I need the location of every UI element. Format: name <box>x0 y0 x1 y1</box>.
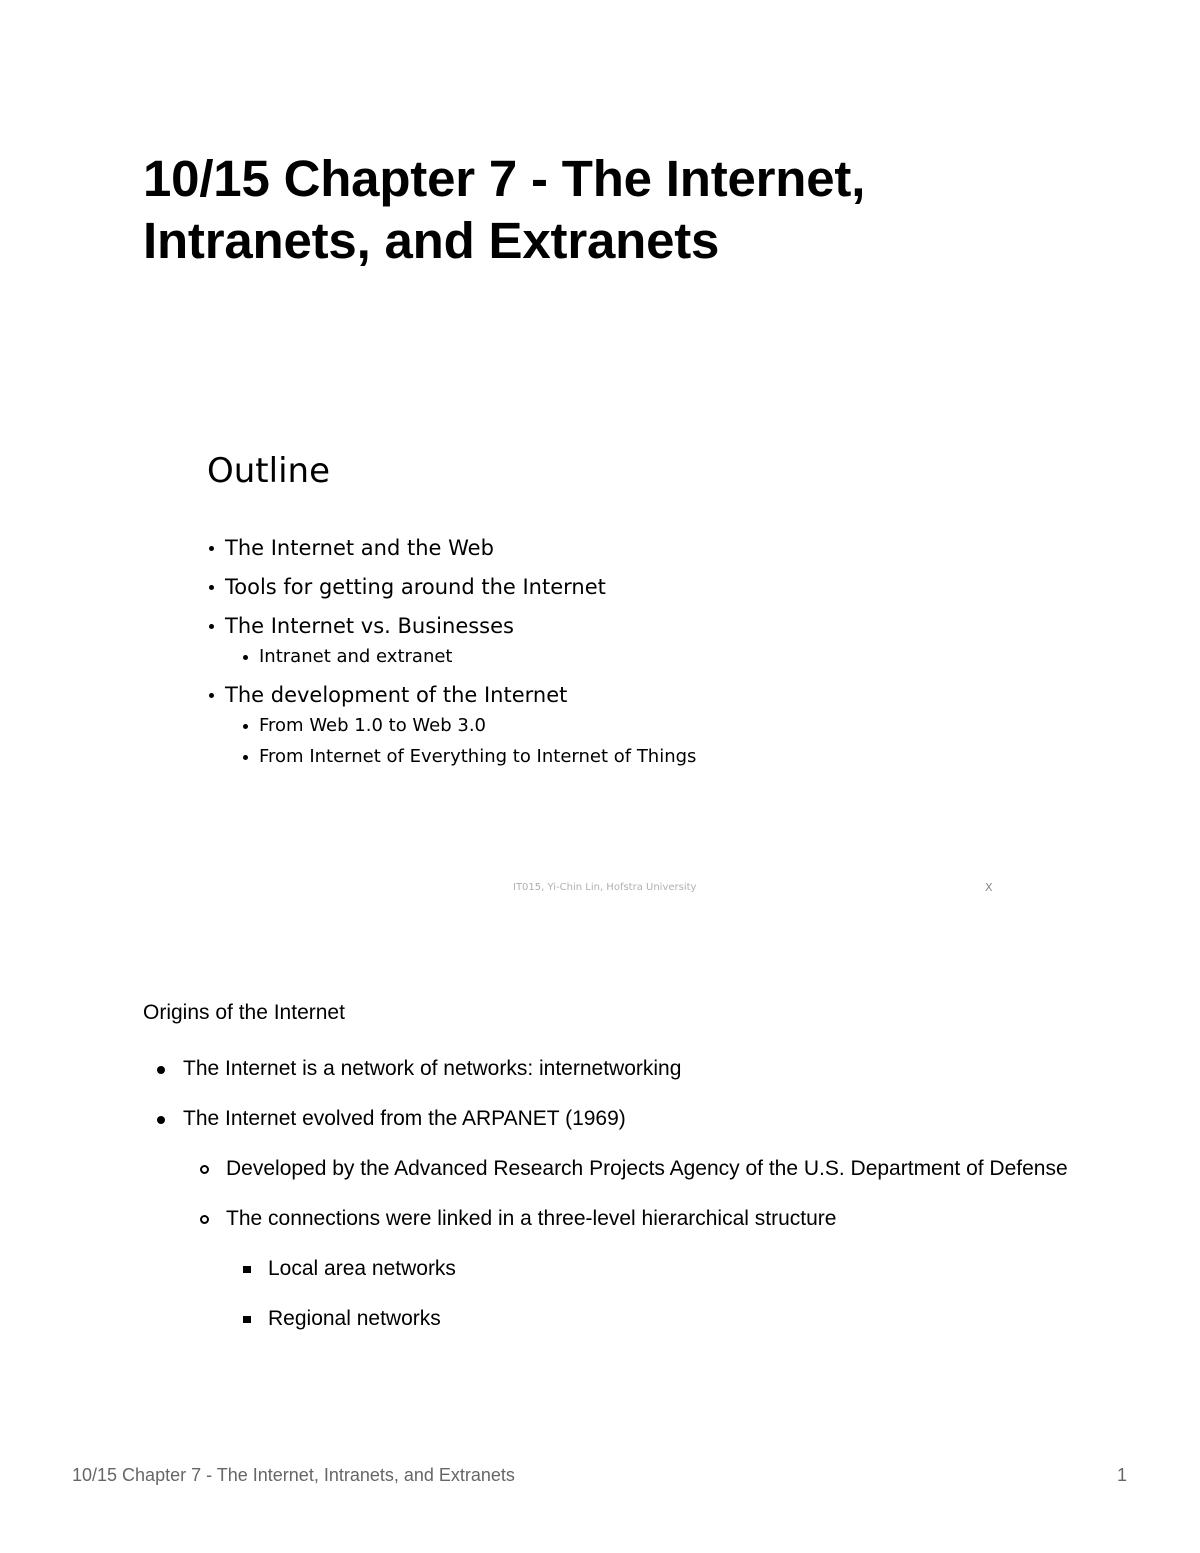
slide-sub-bullet <box>241 645 696 669</box>
notes-bullet <box>143 1102 1073 1336</box>
notes-bullet-text: The Internet evolved from the ARPANET (1969) <box>183 1107 626 1130</box>
notes-sub-bullet <box>183 1152 1073 1186</box>
notes-bullet <box>143 1052 1073 1086</box>
slide-sub-bullet-text: From Web 1.0 to Web 3.0 <box>259 715 487 736</box>
slide-bullet-text: The development of the Internet <box>225 683 568 707</box>
slide-bullet <box>207 682 696 769</box>
slide-image <box>143 420 1061 920</box>
slide-sub-bullet-text: From Internet of Everything to Internet of Things <box>259 746 697 767</box>
slide-bullet-text: The Internet vs. Businesses <box>225 614 514 638</box>
page-title: 10/15 Chapter 7 - The Internet, Intranets, and Extranets <box>143 150 866 269</box>
notes-sub-sub-bullet-text: Regional networks <box>268 1307 441 1330</box>
slide-sub-bullet-text: Intranet and extranet <box>259 646 453 667</box>
notes-heading: Origins of the Internet <box>143 1001 345 1024</box>
notes-list <box>143 1052 1073 1336</box>
slide-sub-bullet <box>241 714 696 738</box>
notes-section <box>143 996 1073 1352</box>
notes-bullet-text: The Internet is a network of networks: internetworking <box>183 1057 682 1080</box>
slide-sub-list <box>225 714 696 769</box>
slide-sub-bullet <box>241 745 696 769</box>
slide-bullet-text: The Internet and the Web <box>225 536 494 560</box>
page-number: 1 <box>1117 1465 1128 1485</box>
slide-bullet <box>207 613 696 669</box>
notes-sub-sub-bullet <box>226 1252 1073 1286</box>
notes-sub-bullet-text: Developed by the Advanced Research Projects Agency of the U.S. Department of Defense <box>226 1157 1068 1180</box>
slide-bullet-list <box>207 535 696 782</box>
notes-sub-bullet <box>183 1202 1073 1336</box>
slide-number: X <box>985 881 993 894</box>
slide-sub-list <box>225 645 696 669</box>
slide-bullet <box>207 535 696 561</box>
notes-sub-sub-bullet <box>226 1302 1073 1336</box>
notes-sub-bullet-text: The connections were linked in a three-level hierarchical structure <box>226 1207 837 1230</box>
notes-sub-list <box>183 1152 1073 1336</box>
page-footer: 10/15 Chapter 7 - The Internet, Intranets, and Extranets <box>72 1465 515 1485</box>
notes-sub-sub-bullet-text: Local area networks <box>268 1257 456 1280</box>
slide-heading: Outline <box>207 451 331 491</box>
notes-sub-sub-list <box>226 1252 1073 1336</box>
slide-bullet <box>207 574 696 600</box>
slide-footer: IT015, Yi-Chin Lin, Hofstra University <box>513 882 697 893</box>
slide-bullet-text: Tools for getting around the Internet <box>225 575 606 599</box>
